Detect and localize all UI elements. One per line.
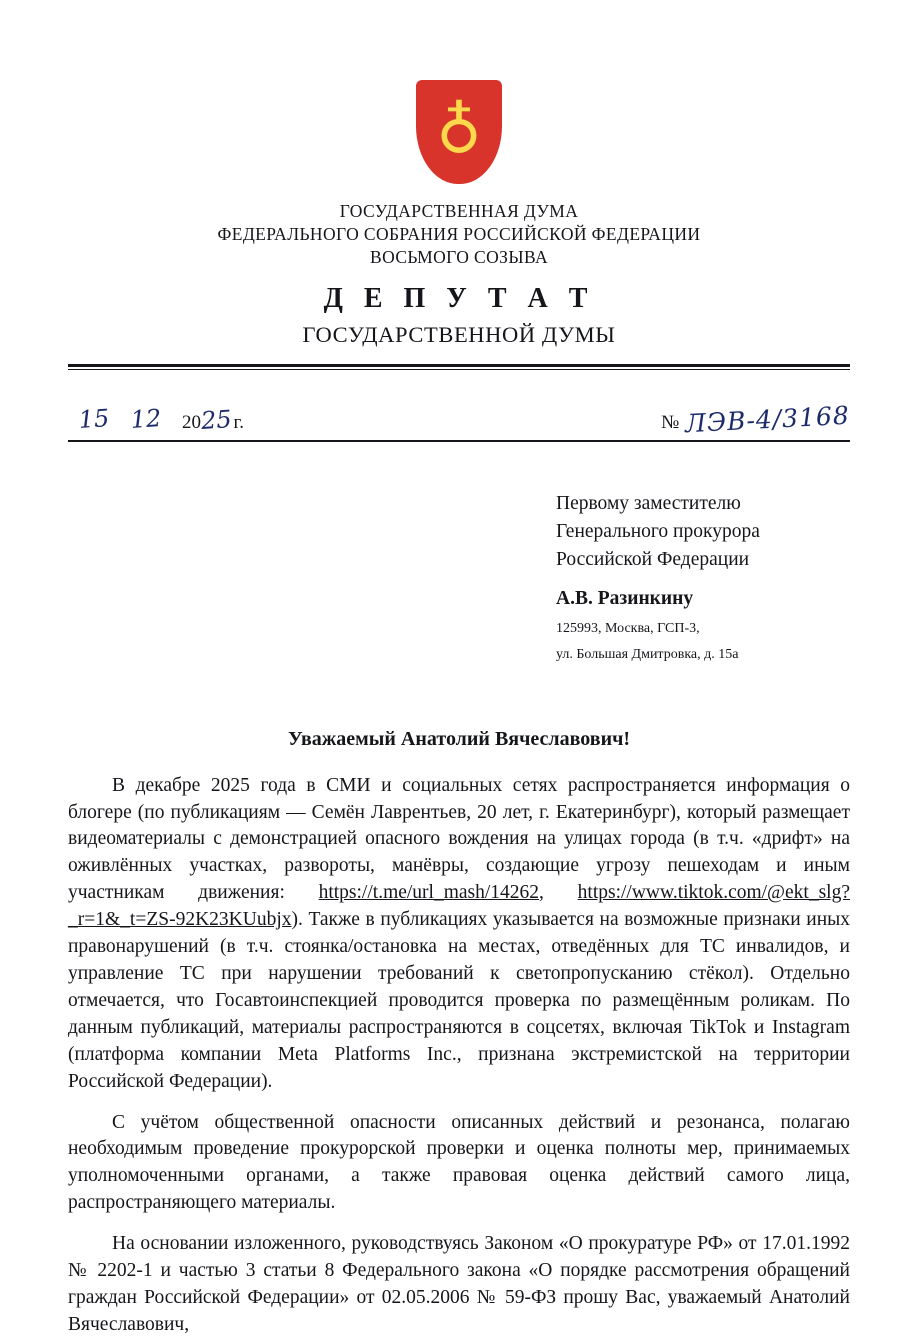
addressee-address-line-1: 125993, Москва, ГСП-3, — [556, 621, 700, 637]
letterhead-line-1: ГОСУДАРСТВЕННАЯ ДУМА — [339, 201, 579, 221]
addressee-name: А.В. Разинкину — [556, 588, 694, 610]
salutation: Уважаемый Анатолий Вячеславович! — [287, 727, 631, 750]
body-paragraph-3: На основании изложенного, руководствуясь Законом «О прокуратуре РФ» от 17.01.1992 № 2202-1 и частью 3 статьи 8 Федерального закона «О порядке рассмотрения обращений граждан Российской Федерации» от 02.05.2006 № 59-ФЗ прошу Вас, уважаемый Анатолий Вячеславович, — [68, 1233, 850, 1335]
divider-under-meta — [68, 440, 850, 442]
letterhead-line-3: ВОСЬМОГО СОЗЫВА — [370, 247, 548, 268]
date-year-prefix: 20 — [182, 412, 201, 434]
divider-thick — [68, 364, 850, 367]
body-p1-text-part-2: ). Также в публикациях указывается на возможные признаки иных правонарушений (в т.ч. стоянка/остановка на местах, отведённых для ТС инвалидов, и управление ТС при нарушении требований к светопропусканию стёкол). Отдельно отмечается, что Госавтоинспекцией проводится проверка по размещённым роликам. По данным публикаций, материалы распространяются в соцсетях, включая TikTok и Instagram (платформа компании Meta Platforms Inc., признана экстремистской на территории Российской Федерации). — [68, 909, 850, 1092]
document-number-group — [661, 400, 851, 439]
body-p1-separator: , — [539, 882, 578, 904]
addressee-line-3: Российской Федерации — [556, 548, 750, 570]
letterhead-line-2: ФЕДЕРАЛЬНОГО СОБРАНИЯ РОССИЙСКОЙ ФЕДЕРАЦИИ — [217, 224, 701, 245]
tiktok-link[interactable]: https://www.tiktok.com/@ekt_slg?_r=1&_t=ZS-92K23KUubjx — [68, 882, 850, 931]
date-year-unit: г. — [233, 412, 244, 434]
document-number-value: ЛЭВ-4/3168 — [684, 400, 851, 439]
telegram-link[interactable]: https://t.me/url_mash/14262 — [318, 882, 540, 904]
emblem-container — [68, 0, 850, 184]
date-group — [68, 405, 244, 434]
divider-thin — [68, 369, 850, 370]
addressee-line-1: Первому заместителю — [556, 493, 741, 515]
body-p1-text-part-1: В декабре 2025 года в СМИ и социальных сетях распространяется информация о блогере (по публикациям — Семён Лаврентьев, 20 лет, г. Екатеринбург), который размещает видеоматериалы с демонстрацией опасного вождения на улицах города (в т.ч. «дрифт» на оживлённых участках, развороты, манёвры, создающие угрозу пешеходам и иным участникам движения: — [68, 774, 850, 904]
addressee-address-line-2: ул. Большая Дмитровка, д. 15а — [556, 647, 739, 663]
letter-body — [68, 773, 850, 1339]
number-sign: № — [661, 412, 680, 434]
body-paragraph-1 — [68, 773, 850, 1096]
letterhead — [68, 200, 850, 348]
date-day-value: 15 — [77, 404, 111, 435]
addressee-block — [556, 490, 850, 665]
double-headed-eagle-glyph: ♁ — [436, 98, 482, 166]
date-month-value: 12 — [129, 404, 163, 435]
russian-coat-of-arms-icon — [416, 80, 502, 184]
body-paragraph-2: С учётом общественной опасности описанных действий и резонанса, полагаю необходимым проведение прокурорской проверки и оценка полноты мер, принимаемых уполномоченными органами, а также правовая оценка действий самого лица, распространяющего материалы. — [68, 1111, 850, 1214]
date-year-value: 25 — [200, 405, 233, 436]
letterhead-subtitle: ГОСУДАРСТВЕННОЙ ДУМЫ — [302, 322, 616, 348]
addressee-line-2: Генерального прокурора — [556, 520, 760, 542]
document-meta-row — [68, 394, 851, 439]
letterhead-title: Д Е П У Т А Т — [323, 283, 595, 315]
